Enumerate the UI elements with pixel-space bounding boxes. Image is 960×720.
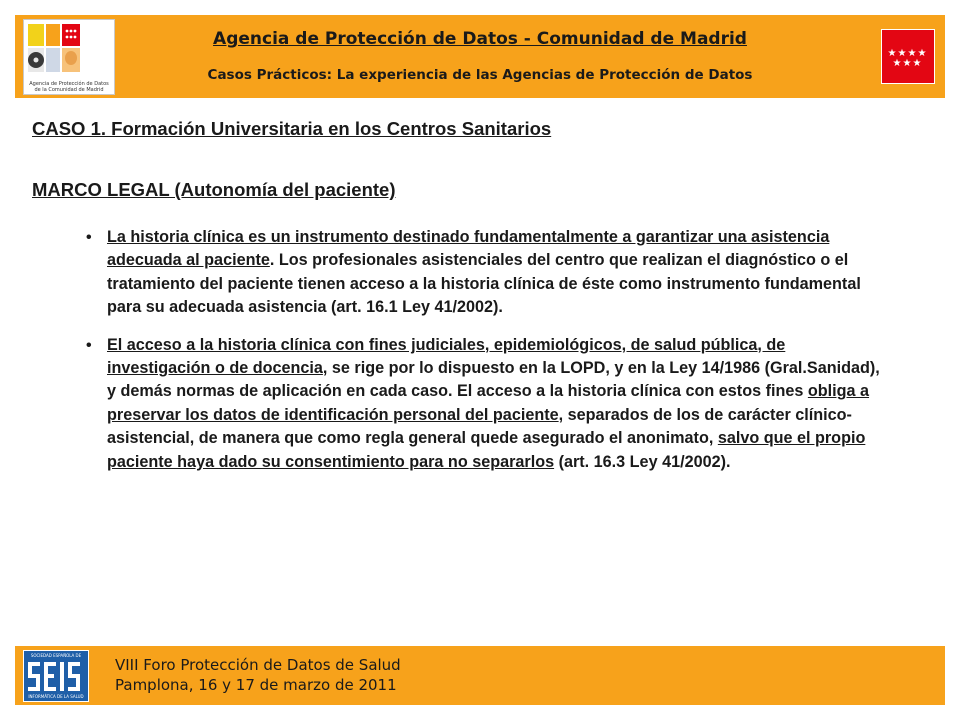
footer-event-date: Pamplona, 16 y 17 de marzo de 2011 [115,676,397,694]
bullet-item [86,334,886,474]
svg-text:★: ★ [917,48,927,59]
footer-event-name: VIII Foro Protección de Datos de Salud [115,656,401,674]
bullet-text: , se rige por lo dispuesto en la LOPD, y en la Ley 14/1986 (Gral.Sanidad), y demás normas de aplicación en cada caso. El acceso a la historia clínica con estos fines [107,359,880,401]
seis-logo-top-text: SOCIEDAD ESPAÑOLA DE [30,653,82,658]
madrid-flag-logo [881,29,935,84]
bullet-text: . Los profesionales asistenciales del centro que realizan el diagnóstico o el tratamiento del paciente tienen acceso a la historia clínica de éste como instrumento fundamental para su adecuada asistencia (art. 16.1 Ley 41/2002). [107,251,861,317]
bullet-marker: • [86,229,92,246]
case-title: CASO 1. Formación Universitaria en los Centros Sanitarios [32,118,552,139]
seis-logo-bottom-text: INFORMÁTICA DE LA SALUD [28,694,84,699]
svg-text:★: ★ [912,58,922,69]
bullet-text-underlined: obliga a preservar los datos de identificación personal del paciente [107,382,870,424]
bullet-marker: • [86,336,92,354]
svg-text:★: ★ [897,48,907,59]
seis-logo [23,650,89,702]
legal-framework-title: MARCO LEGAL (Autonomía del paciente) [32,179,396,200]
bullet-text-underlined: La historia clínica es un instrumento destinado fundamentalmente a garantizar una asistencia adecuada al paciente [107,228,830,270]
seis-logo-mark [26,660,88,693]
stars-icon [882,30,934,83]
footer-banner [15,646,945,705]
bullet-text-underlined: El acceso a la historia clínica con fines judiciales, epidemiológicos, de salud pública, de investigación o de docencia [107,335,786,378]
bullet-item [86,226,886,320]
agency-logo-caption: Agencia de Protección de Datos de la Comunidad de Madrid [29,81,109,93]
svg-text:★: ★ [887,48,897,59]
bullet-list [86,226,886,488]
header-banner [15,15,945,98]
header-title: Agencia de Protección de Datos - Comunidad de Madrid [213,29,747,49]
bullet-text-underlined: salvo que el propio paciente haya dado su consentimiento para no separarlos [107,429,866,471]
header-subtitle: Casos Prácticos: La experiencia de las Agencias de Protección de Datos [207,67,753,83]
bullet-text: , separados de los de carácter clínico-asistencial, de manera que como regla general quede asegurado el anonimato, [107,405,852,448]
svg-text:★: ★ [907,48,917,59]
bullet-text: (art. 16.3 Ley 41/2002). [554,452,731,471]
svg-text:★: ★ [892,58,902,69]
svg-text:★: ★ [902,58,912,69]
